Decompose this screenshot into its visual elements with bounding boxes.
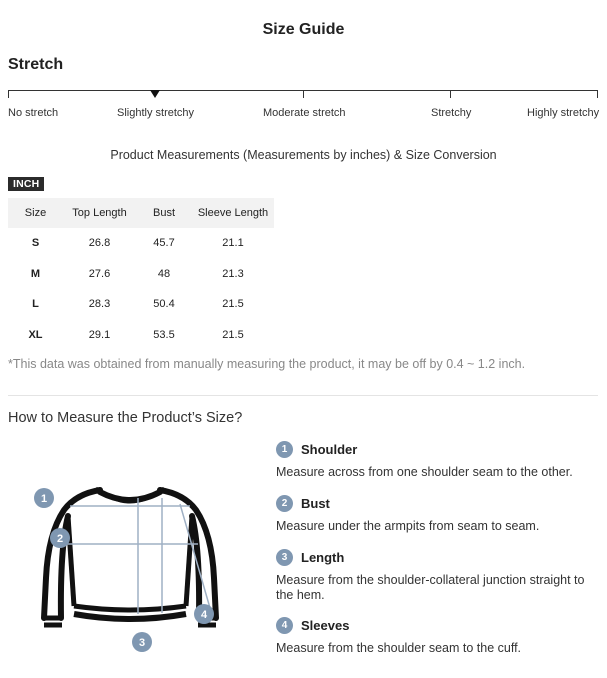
diagram-marker-3 [132, 632, 152, 652]
stretch-tick [303, 90, 304, 98]
top-length-cell: 28.3 [88, 298, 111, 311]
size-table [8, 198, 274, 350]
measure-title: Bust [301, 496, 330, 511]
size-cell: S [31, 237, 40, 250]
col-header-sleeve-length: Sleeve Length [192, 198, 274, 228]
measure-description: Measure from the shoulder-collateral junction straight to the hem. [276, 573, 585, 602]
col-header-bust: Bust [136, 198, 192, 228]
col-header-top-length: Top Length [63, 198, 136, 228]
stretch-tick [8, 90, 9, 98]
measure-title: Sleeves [301, 618, 350, 633]
table-row [8, 289, 274, 320]
measure-item-shoulder [276, 441, 596, 480]
table-header-row [8, 198, 274, 228]
top-length-cell: 29.1 [88, 328, 111, 341]
col-header-size: Size [8, 198, 63, 228]
top-length-cell: 26.8 [88, 237, 111, 250]
svg-text:3: 3 [138, 637, 146, 649]
table-row [8, 228, 274, 259]
top-length-cell: 27.6 [88, 267, 111, 280]
stretch-level-stretchy: Stretchy [431, 107, 472, 119]
stretch-tick [450, 90, 451, 98]
unit-badge: INCH [8, 177, 44, 191]
bust-cell: 50.4 [153, 298, 175, 311]
sleeve-length-cell: 21.5 [222, 328, 244, 341]
stretch-tick [597, 90, 598, 98]
number-marker-icon: 1 [276, 441, 293, 458]
table-row [8, 259, 274, 290]
diagram-marker-2 [50, 528, 70, 548]
section-divider [8, 395, 598, 396]
svg-text:1: 1 [40, 493, 48, 505]
bust-cell: 48 [157, 267, 171, 280]
size-cell: M [30, 267, 41, 280]
how-to-measure-heading: How to Measure the Product’s Size? [8, 410, 243, 426]
diagram-marker-4 [194, 604, 214, 624]
diagram-marker-1 [34, 488, 54, 508]
sleeve-length-cell: 21.1 [222, 237, 244, 250]
measure-title: Shoulder [301, 442, 358, 457]
svg-text:2: 2 [56, 533, 64, 545]
number-marker-icon: 3 [276, 549, 293, 566]
page-title: Size Guide [262, 21, 345, 38]
stretch-level-none: No stretch [8, 107, 59, 119]
stretch-level-moderate: Moderate stretch [263, 107, 346, 119]
sleeve-length-cell: 21.3 [222, 267, 244, 280]
svg-text:4: 4 [200, 609, 208, 621]
sleeve-length-cell: 21.5 [222, 298, 244, 311]
size-cell: L [32, 298, 39, 311]
stretch-level-slight: Slightly stretchy [117, 107, 195, 119]
measure-description: Measure under the armpits from seam to seam. [276, 519, 540, 533]
measurement-disclaimer: *This data was obtained from manually measuring the product, it may be off by 0.4 ~ 1.2 inch. [8, 357, 526, 371]
number-marker-icon: 2 [276, 495, 293, 512]
bust-cell: 53.5 [153, 328, 175, 341]
bust-cell: 45.7 [153, 237, 175, 250]
measure-item-length [276, 549, 596, 603]
stretch-level-high: Highly stretchy [527, 107, 600, 119]
measure-item-sleeves [276, 617, 596, 656]
table-row [8, 320, 274, 351]
number-marker-icon: 4 [276, 617, 293, 634]
sweatshirt-diagram-icon [30, 478, 220, 661]
measure-description: Measure from the shoulder seam to the cuff. [276, 641, 522, 655]
stretch-selected-indicator-icon [150, 90, 160, 98]
measurements-subtitle: Product Measurements (Measurements by inches) & Size Conversion [110, 148, 497, 162]
size-cell: XL [28, 328, 43, 341]
measure-title: Length [301, 550, 345, 565]
measure-item-bust [276, 495, 596, 534]
measure-description: Measure across from one shoulder seam to the other. [276, 465, 573, 479]
stretch-heading: Stretch [8, 56, 64, 73]
